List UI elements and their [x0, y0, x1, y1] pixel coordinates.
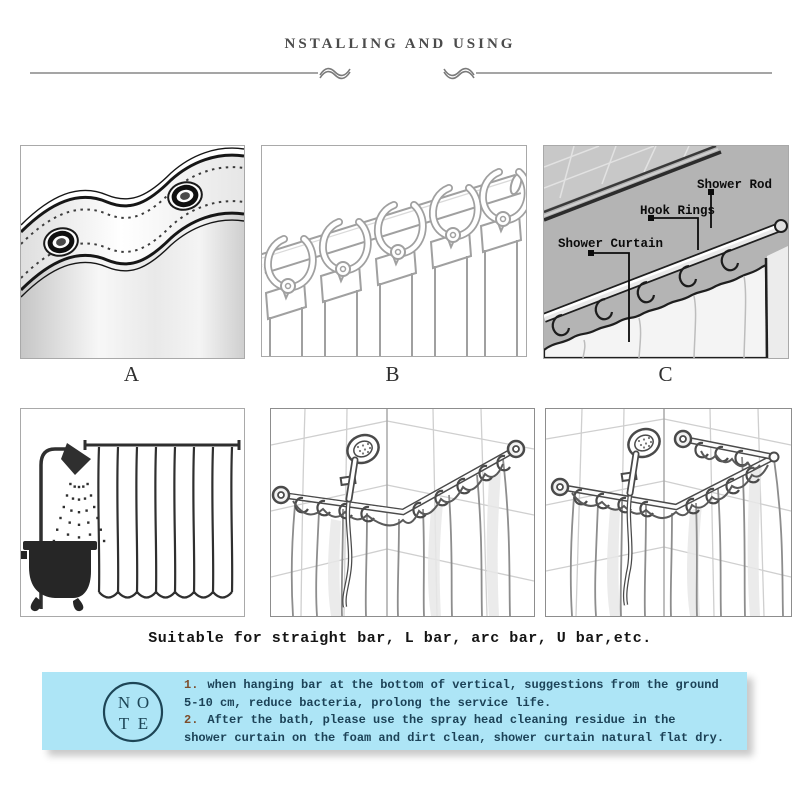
figure-labeled-installation — [543, 145, 789, 359]
stamp-letter-e: E — [137, 714, 149, 733]
labeled-installation-illustration — [544, 146, 788, 358]
note-number-2: 2. — [184, 713, 199, 728]
figure-l-bar-corner — [270, 408, 535, 617]
figure-u-bar-corner — [545, 408, 792, 617]
divider-line-left — [30, 72, 318, 74]
divider-ornament-right — [442, 64, 476, 80]
figure-label-b: B — [385, 362, 400, 386]
page-title: NSTALLING AND USING — [284, 36, 516, 52]
figure-bathtub-straight-bar — [20, 408, 245, 617]
note-stamp — [100, 679, 166, 745]
suitability-caption: Suitable for straight bar, L bar, arc bar, U bar,etc. — [148, 630, 652, 647]
note-line-1-text: when hanging bar at the bottom of vertical, suggestions from the ground — [207, 678, 719, 692]
l-bar-illustration — [271, 409, 534, 616]
figure-grommet-curtain — [20, 145, 245, 359]
divider-ornament-left — [318, 64, 352, 80]
note-text — [184, 677, 744, 747]
note-line-4 — [184, 730, 744, 748]
stamp-letter-n: N — [117, 693, 131, 712]
note-line-2 — [184, 695, 744, 713]
hook-rings-illustration — [262, 146, 526, 356]
u-bar-illustration — [546, 409, 791, 616]
annotation-hook-rings: Hook Rings — [639, 204, 715, 218]
note-line-2-text: 5-10 cm, reduce bacteria, prolong the service life. — [184, 695, 552, 710]
bathtub-illustration — [21, 409, 244, 616]
note-line-1 — [184, 677, 744, 695]
stamp-letter-o: O — [136, 693, 150, 712]
figure-hook-rings-on-rod — [261, 145, 527, 357]
figure-label-a: A — [123, 362, 140, 386]
stamp-letter-t: T — [118, 714, 130, 733]
figure-label-c: C — [658, 362, 673, 386]
divider-line-right — [476, 72, 772, 74]
annotation-shower-rod: Shower Rod — [696, 178, 772, 192]
note-line-4-text: shower curtain on the foam and dirt clean, shower curtain natural flat dry. — [184, 730, 725, 745]
note-number-1: 1. — [184, 678, 199, 692]
note-line-3 — [184, 712, 744, 730]
note-box — [42, 672, 747, 750]
grommet-curtain-illustration — [21, 146, 244, 358]
note-line-3-text: After the bath, please use the spray head cleaning residue in the — [207, 713, 676, 728]
annotation-shower-curtain: Shower Curtain — [558, 237, 664, 251]
